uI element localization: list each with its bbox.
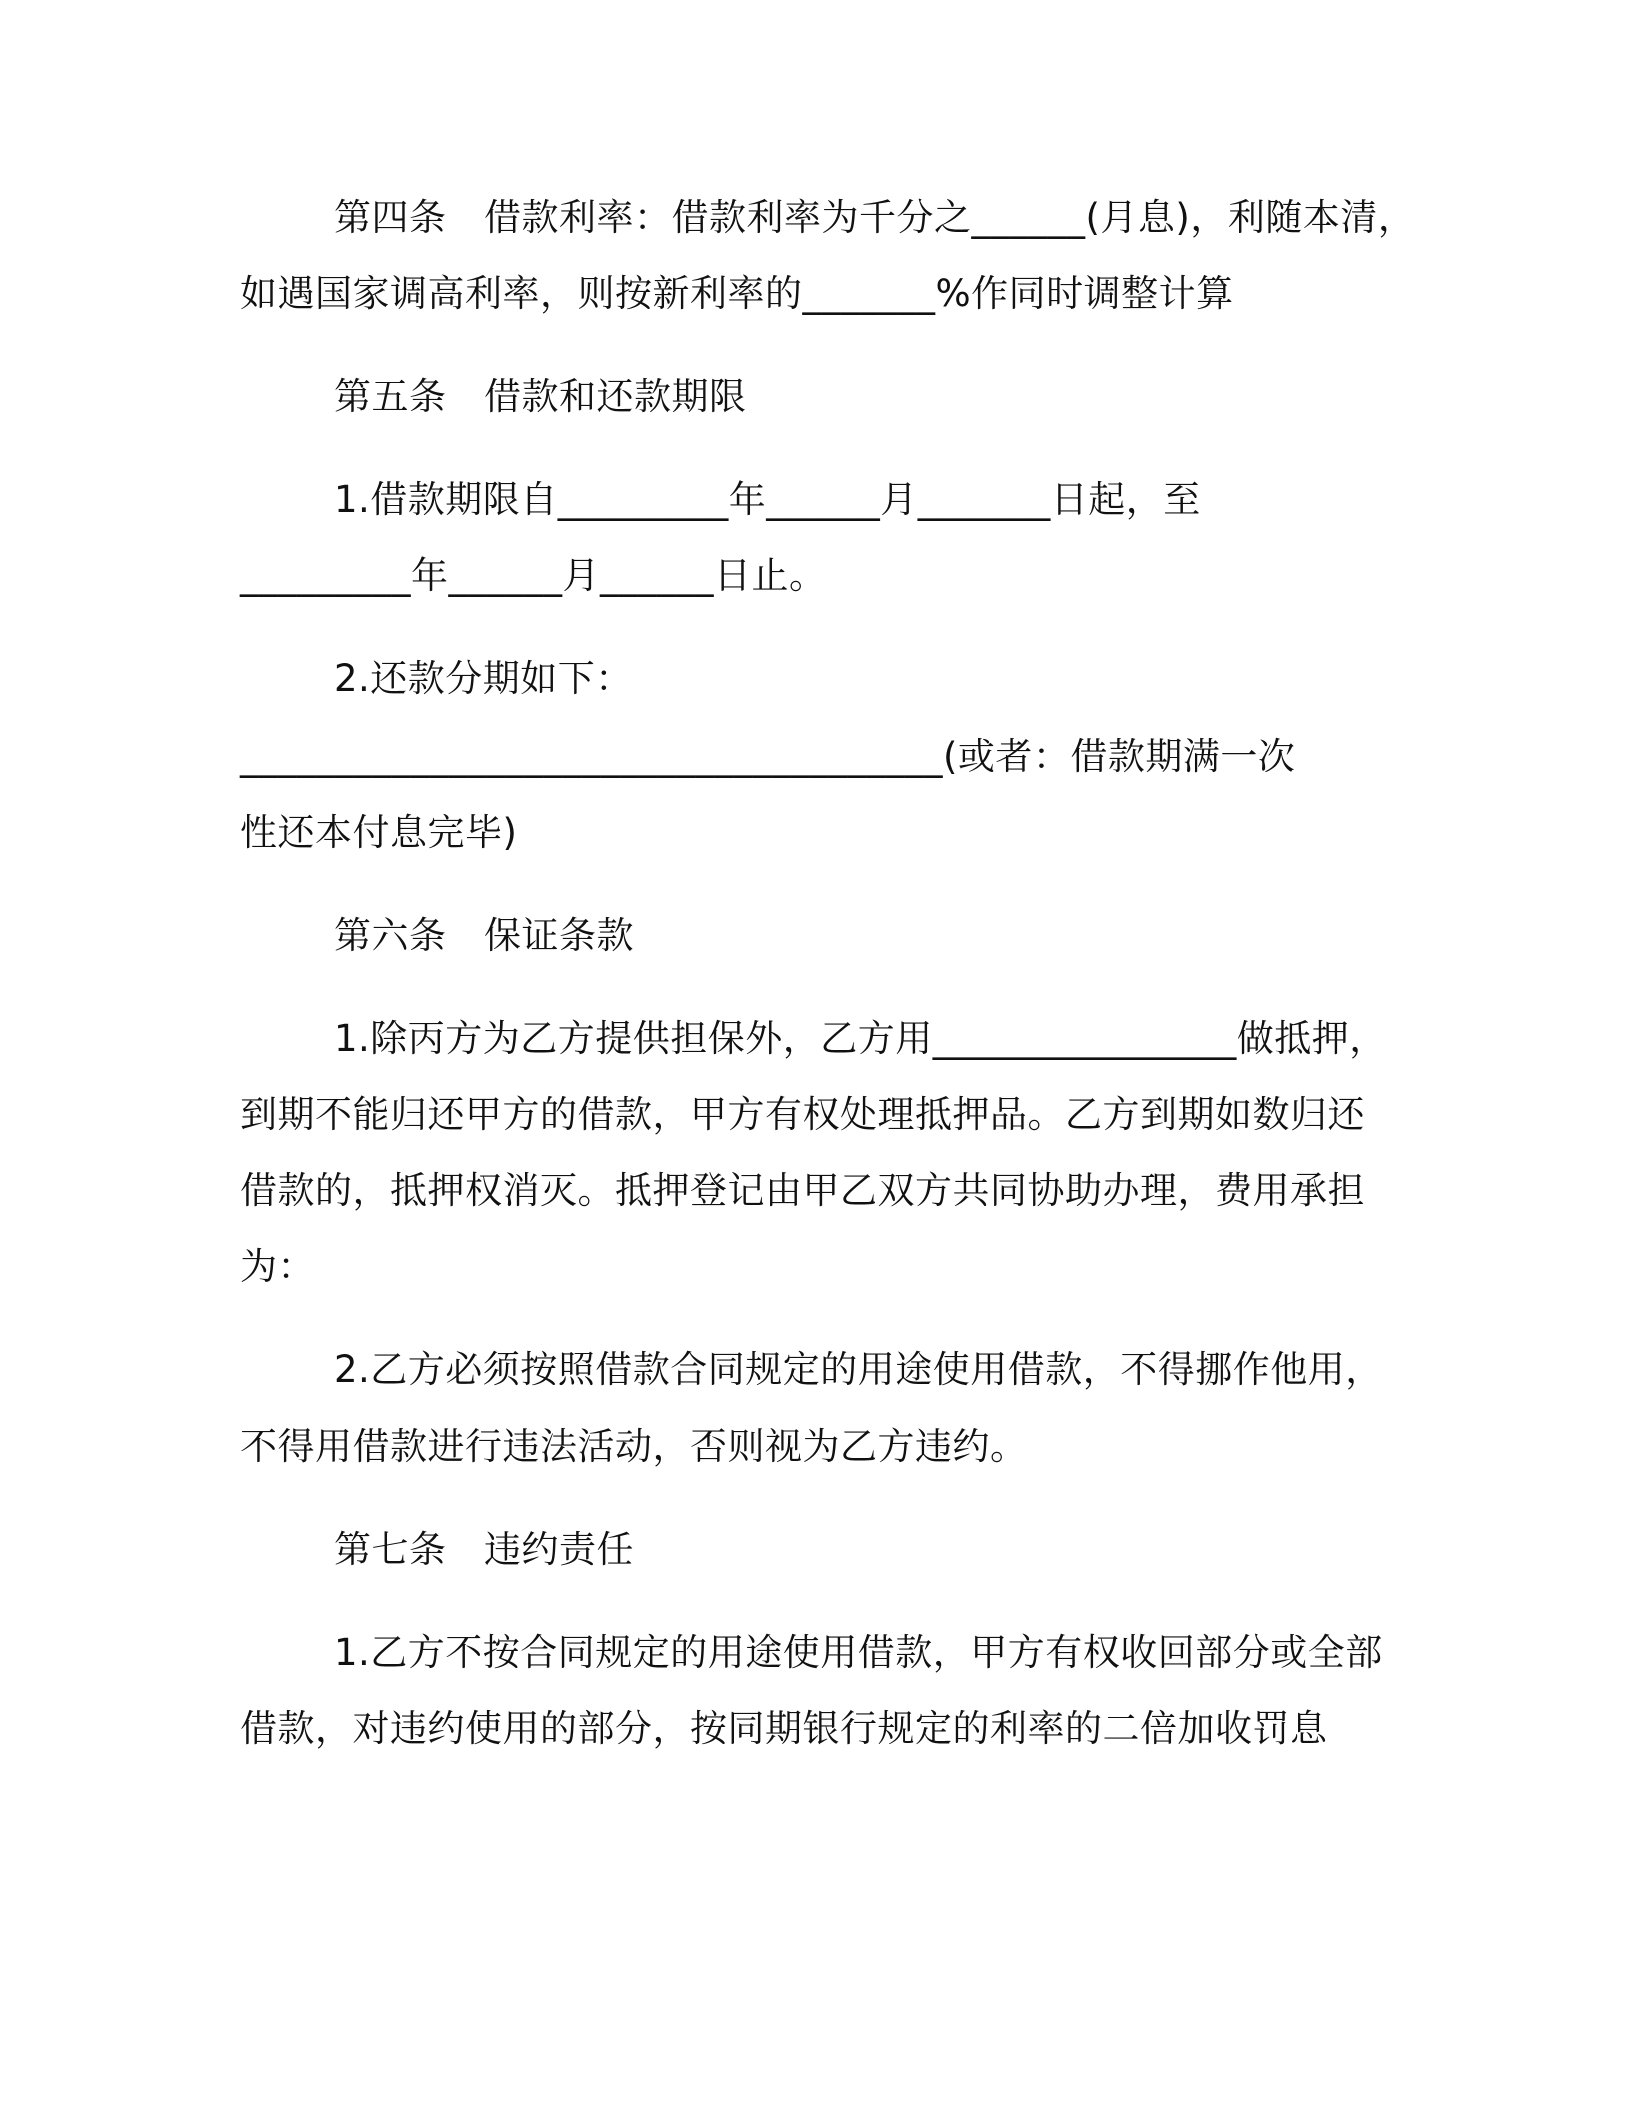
- article-6-item-2-line-1: 2.乙方必须按照借款合同规定的用途使用借款，不得挪作他用，: [334, 1348, 1383, 1391]
- article-4-line-1: 第四条 借款利率：借款利率为千分之______(月息)，利随本清，: [334, 196, 1416, 239]
- article-5-item-2-line-1: 2.还款分期如下：: [334, 657, 633, 700]
- article-5-item-2-line-2: _____________________________________(或者：借款期满一次: [240, 735, 1296, 778]
- article-6-heading: 第六条 保证条款: [334, 914, 634, 957]
- article-7-item-1-line-1: 1.乙方不按合同规定的用途使用借款，甲方有权收回部分或全部: [334, 1631, 1383, 1674]
- article-5-heading: 第五条 借款和还款期限: [334, 375, 747, 418]
- article-5-item-1-line-2: _________年______月______日止。: [240, 554, 827, 597]
- article-6-item-1-line-4: 为：: [240, 1245, 315, 1288]
- article-5-item-2-line-3: 性还本付息完毕): [240, 811, 518, 854]
- article-6-item-1-line-1: 1.除丙方为乙方提供担保外，乙方用________________做抵押，: [334, 1017, 1387, 1060]
- article-7-heading: 第七条 违约责任: [334, 1528, 634, 1571]
- article-6-item-2-line-2: 不得用借款进行违法活动，否则视为乙方违约。: [240, 1425, 1028, 1468]
- article-6-item-1-line-2: 到期不能归还甲方的借款，甲方有权处理抵押品。乙方到期如数归还: [240, 1093, 1365, 1136]
- article-4-line-2: 如遇国家调高利率，则按新利率的_______%作同时调整计算: [240, 272, 1234, 315]
- article-5-item-1-line-1: 1.借款期限自_________年______月_______日起，至: [334, 478, 1201, 521]
- article-6-item-1-line-3: 借款的，抵押权消灭。抵押登记由甲乙双方共同协助办理，费用承担: [240, 1169, 1365, 1212]
- article-7-item-1-line-2: 借款，对违约使用的部分，按同期银行规定的利率的二倍加收罚息: [240, 1707, 1328, 1750]
